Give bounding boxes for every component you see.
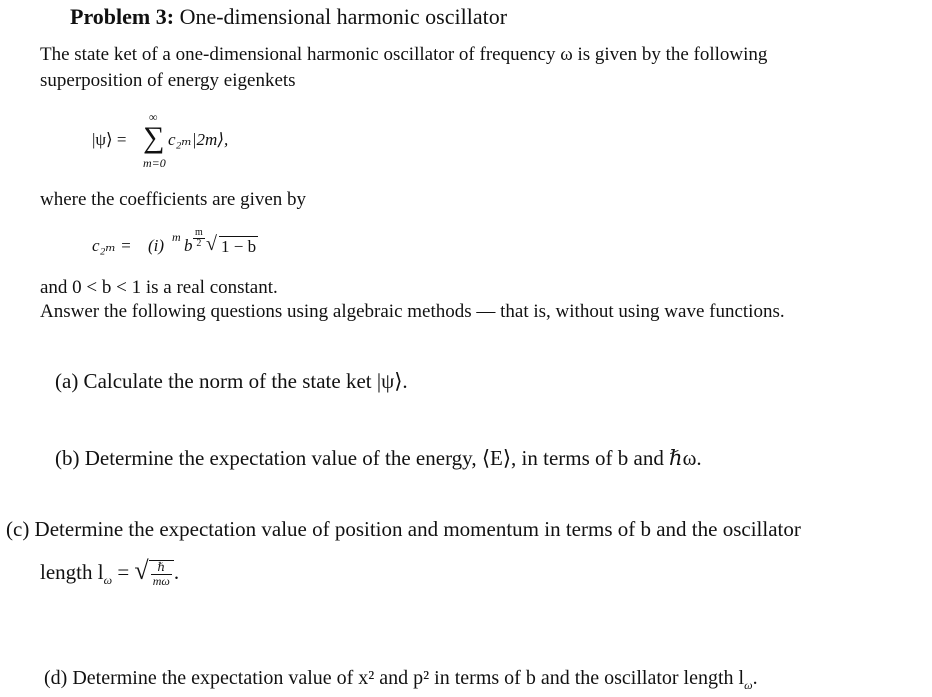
question-c-root: √ — [134, 556, 149, 585]
question-c-period: . — [173, 560, 180, 584]
eq1-term: c₂ₘ|2m⟩, — [168, 130, 229, 149]
question-c-length-label: length l — [40, 560, 104, 584]
problem-label: Problem 3: — [70, 4, 175, 29]
problem-title — [70, 4, 507, 30]
eq2-lhs: c₂ₘ = — [92, 236, 132, 255]
eq2-exp-den: 2 — [196, 238, 202, 249]
eq2-root-symbol: √ — [206, 233, 217, 255]
eq1-sum-lower: m=0 — [143, 156, 166, 170]
question-c-subscript: ω — [103, 573, 113, 588]
intro-line-1: The state ket of a one-dimensional harmonic oscillator of frequency ω is given by the following — [40, 44, 768, 65]
eq1-sum-symbol: ∑ — [143, 121, 165, 154]
coefficients-intro: where the coefficients are given by — [40, 189, 307, 210]
question-c-line-1: (c) Determine the expectation value of position and momentum in terms of b and the oscillator — [6, 517, 801, 541]
question-c-frac-den: mω — [152, 574, 170, 589]
eq2-exp-m: m — [172, 230, 181, 244]
eq2-exp-num: m — [195, 227, 203, 238]
problem-title-text: One-dimensional harmonic oscillator — [179, 4, 508, 29]
question-b: (b) Determine the expectation value of the energy, ⟨E⟩, in terms of b and ℏω. — [55, 446, 702, 470]
question-d-period: . — [752, 667, 758, 689]
eq2-factor-b: b — [184, 236, 193, 255]
question-d-text: (d) Determine the expectation value of x² and p² in terms of b and the oscillator length l — [44, 667, 745, 689]
question-d — [44, 667, 758, 693]
question-c-fraction — [149, 560, 174, 588]
constraint-text: and 0 < b < 1 is a real constant. — [40, 277, 278, 298]
intro-line-2: superposition of energy eigenkets — [40, 70, 296, 91]
eq1-lhs: |ψ⟩ = — [92, 130, 127, 149]
eq1-sum-upper: ∞ — [149, 110, 158, 124]
question-c-frac-num: ℏ — [151, 561, 172, 575]
question-c-line-2 — [40, 556, 179, 588]
eq2-factor-i: (i) — [148, 236, 165, 255]
eq2-exp-fraction — [193, 228, 205, 249]
question-d-subscript: ω — [744, 678, 753, 692]
eq2-radicand: 1 − b — [221, 237, 257, 256]
question-a: (a) Calculate the norm of the state ket |ψ⟩. — [55, 369, 408, 393]
question-c-equals: = — [117, 560, 130, 584]
instruction-text: Answer the following questions using algebraic methods — that is, without using wave functions. — [40, 301, 785, 322]
